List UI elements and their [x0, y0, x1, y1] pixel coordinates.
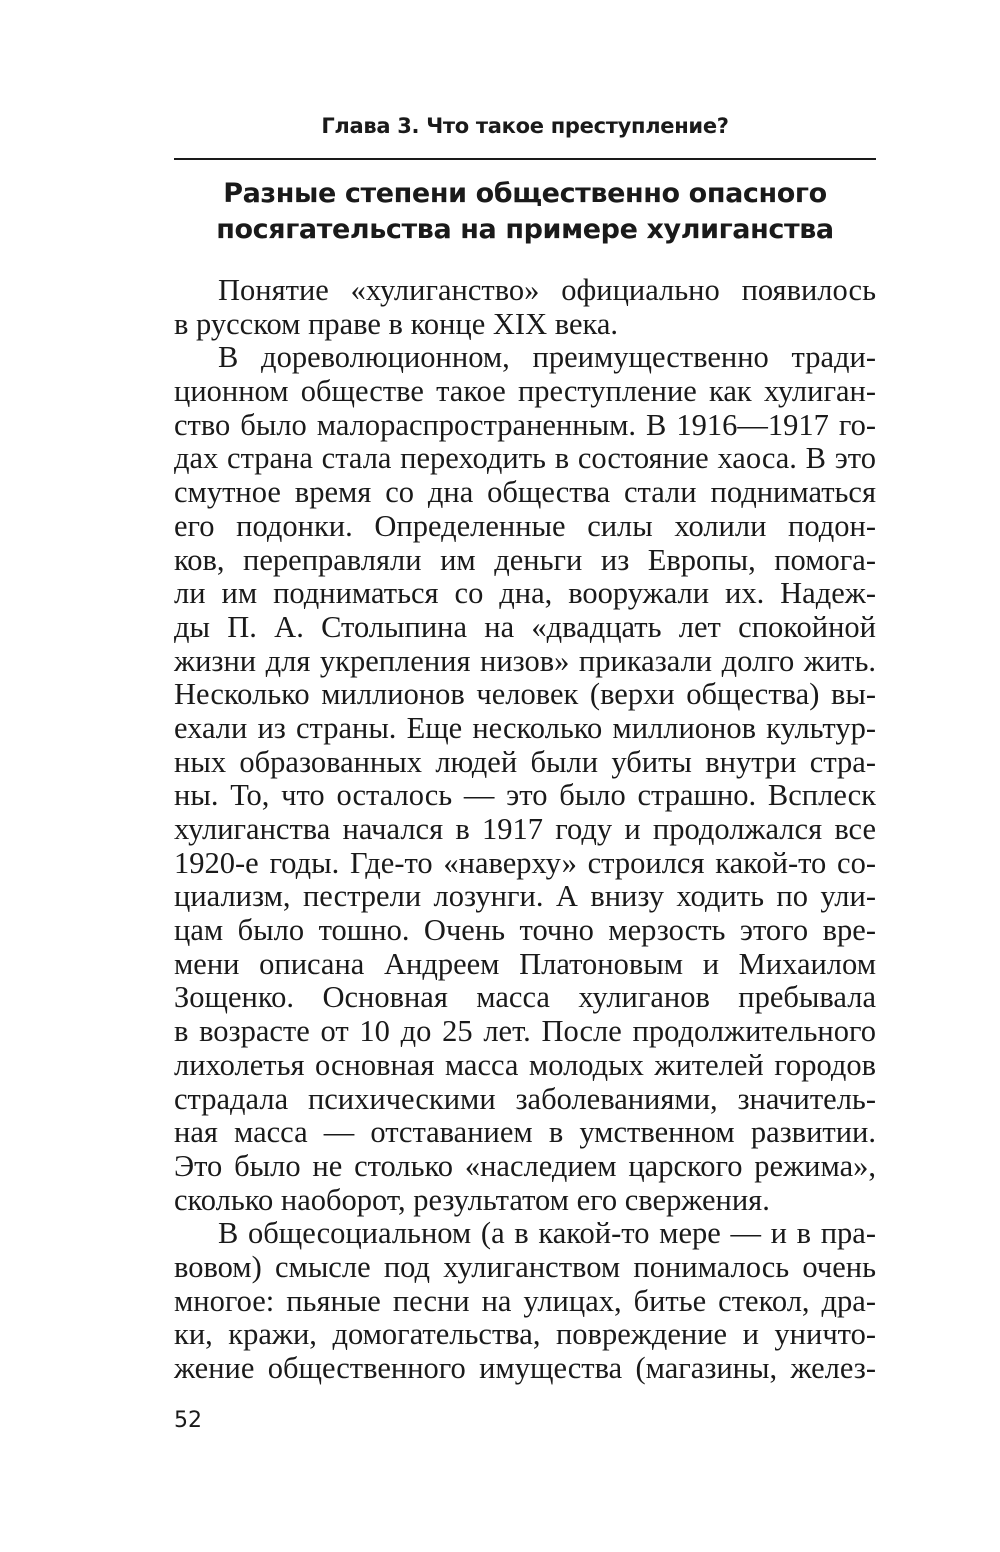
text-line: ков, переправляли им деньги из Европы, помога-	[174, 542, 876, 577]
header-rule	[174, 158, 876, 160]
text-line: хулиганства начался в 1917 году и продолжался все	[174, 812, 876, 846]
text-line: многое: пьяные песни на улицах, битье стекол, дра-	[174, 1283, 876, 1318]
text-line: ство было малораспространенным. В 1916—1917 го-	[174, 407, 876, 442]
text-line: лихолетья основная масса молодых жителей городов	[174, 1047, 876, 1082]
text-line: страдала психическими заболеваниями, значитель-	[174, 1081, 876, 1116]
paragraph	[174, 341, 876, 1217]
text-line: В общесоциальном (а в какой-то мере — и в пра-	[218, 1216, 876, 1251]
page-number: 52	[174, 1408, 202, 1433]
text-line: ны. То, что осталось — это было страшно. Всплеск	[174, 778, 876, 813]
text-line: вовом) смысле под хулиганством понималось очень	[174, 1249, 876, 1284]
section-title	[174, 176, 876, 248]
text-line: Зощенко. Основная масса хулиганов пребывала	[174, 980, 876, 1015]
text-line: В дореволюционном, преимущественно тради-	[218, 340, 876, 375]
text-line: 1920-е годы. Где-то «наверху» строился какой-то со-	[174, 845, 876, 880]
text-line: цам было тошно. Очень точно мерзость этого вре-	[174, 913, 876, 948]
text-line: дах страна стала переходить в состояние хаоса. В это	[174, 441, 876, 476]
text-line: ки, кражи, домогательства, повреждение и уничто-	[174, 1317, 876, 1352]
text-line: Понятие «хулиганство» официально появилось	[218, 273, 876, 307]
text-line: ная масса — отставанием в умственном развитии.	[174, 1115, 876, 1150]
section-title-line: Разные степени общественно опасного	[223, 178, 827, 209]
text-line: ды П. А. Столыпина на «двадцать лет спокойной	[174, 609, 876, 644]
text-line: циализм, пестрели лозунги. А внизу ходить по ули-	[174, 879, 876, 914]
body-text	[174, 274, 876, 1386]
text-line: ных образованных людей были убиты внутри стра-	[174, 744, 876, 779]
text-line: жение общественного имущества (магазины, желез-	[174, 1351, 876, 1385]
text-line: Это было не столько «наследием царского режима»,	[174, 1148, 876, 1183]
text-line: ли им подниматься со дна, вооружали их. Надеж-	[174, 576, 876, 611]
text-line: в возрасте от 10 до 25 лет. После продолжительного	[174, 1014, 876, 1049]
text-line: ехали из страны. Еще несколько миллионов культур-	[174, 710, 876, 745]
text-line: жизни для укрепления низов» приказали долго жить.	[174, 643, 876, 678]
text-line: мени описана Андреем Платоновым и Михаилом	[174, 946, 876, 981]
running-head: Глава 3. Что такое преступление?	[321, 114, 729, 138]
paragraph	[174, 1217, 876, 1385]
text-line: его подонки. Определенные силы холили подон-	[174, 508, 876, 543]
paragraph	[174, 274, 876, 341]
text-line: сколько наоборот, результатом его свержения.	[174, 1182, 770, 1217]
text-line: в русском праве в конце XIX века.	[174, 306, 619, 341]
text-line: смутное время со дна общества стали подниматься	[174, 475, 876, 510]
text-line: ционном обществе такое преступление как хулиган-	[174, 374, 876, 409]
text-line: Несколько миллионов человек (верхи общества) вы-	[174, 677, 876, 712]
section-title-line: посягательства на примере хулиганства	[216, 214, 834, 245]
